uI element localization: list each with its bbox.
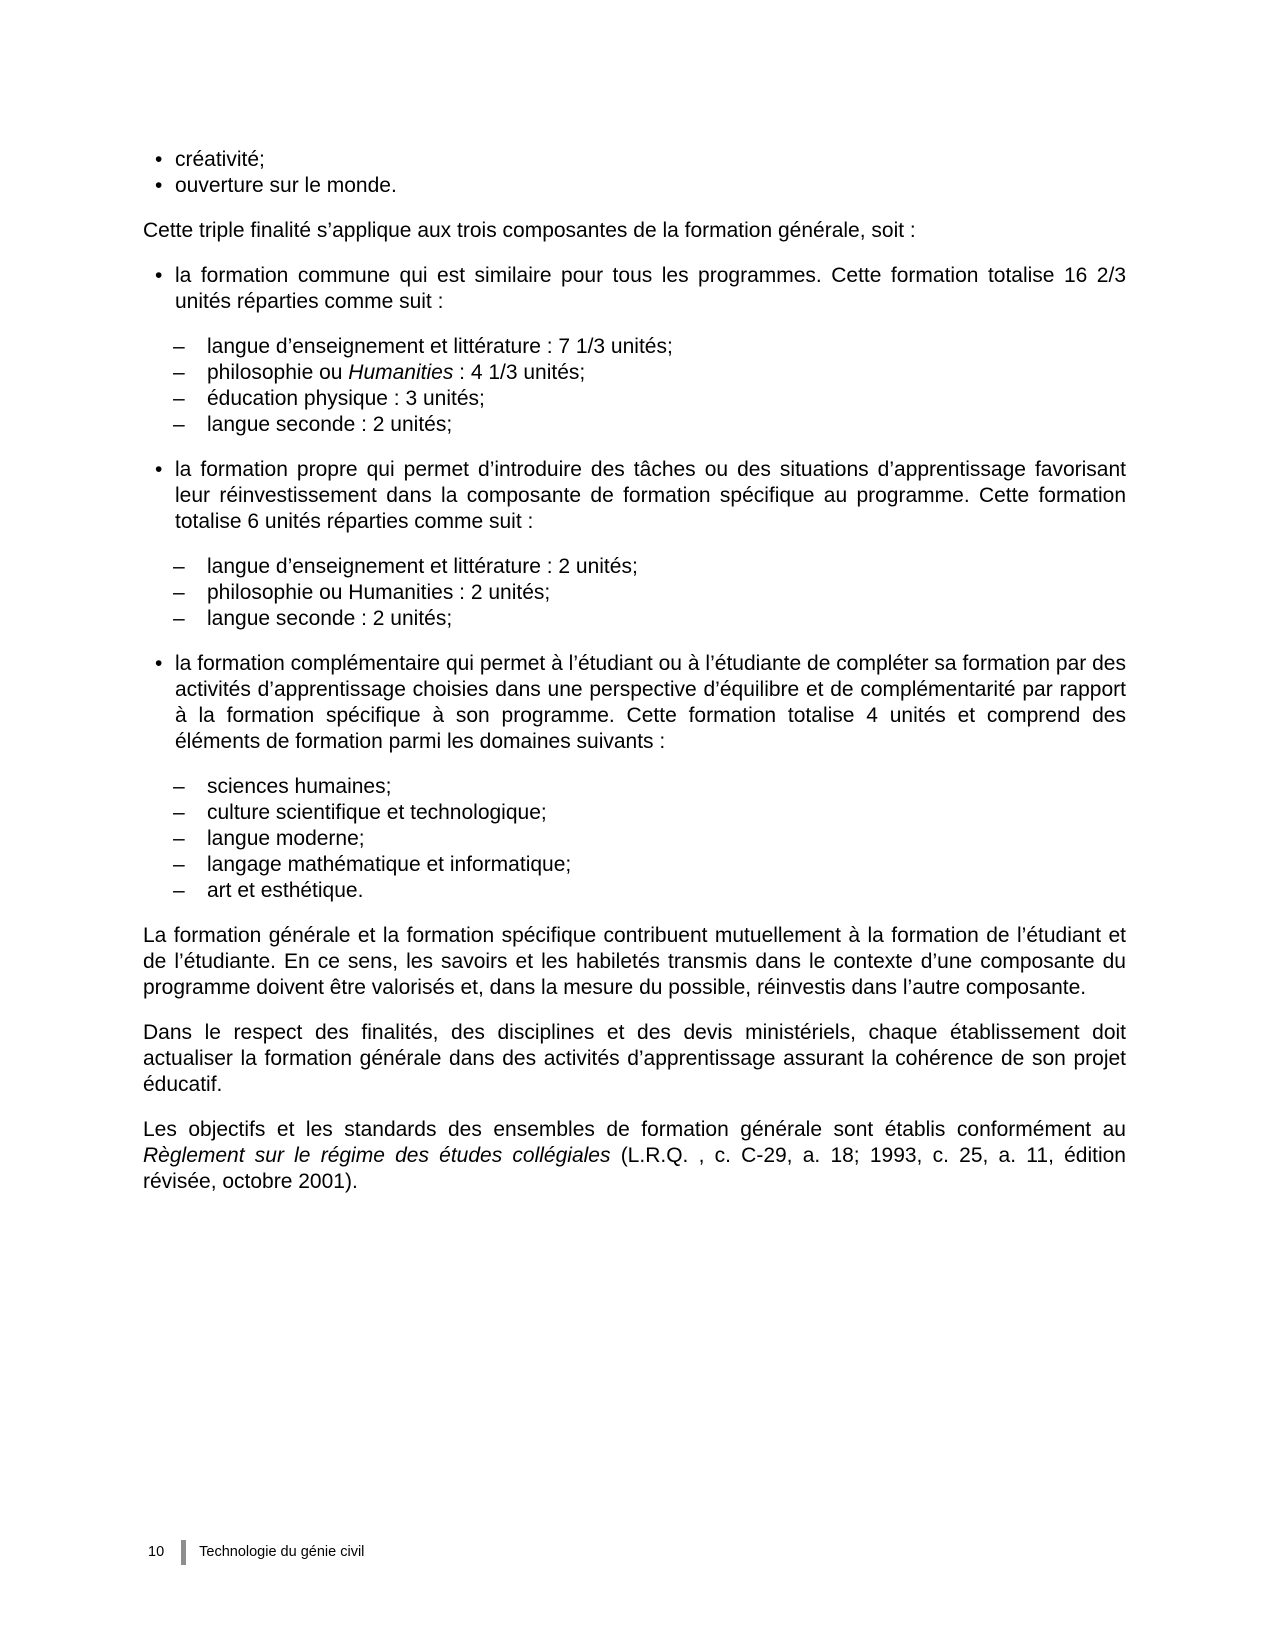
list-item	[143, 554, 1126, 580]
paragraph-formation-generale-specifique: La formation générale et la formation spécifique contribuent mutuellement à la formation de l’étudiant et de l’étudiante. En ce sens, les savoirs et les habiletés transmis dans le contexte d’une composante du programme doivent être valorisés et, dans la mesure du possible, réinvestis dans l’autre composante.	[143, 924, 1126, 999]
component-formation-commune	[143, 263, 1126, 315]
dash-marker: –	[173, 801, 185, 824]
item-text-segment: langue moderne;	[207, 827, 365, 850]
list-item	[143, 147, 1126, 173]
bullet-marker: •	[155, 148, 163, 171]
dash-marker: –	[173, 827, 185, 850]
list-item	[143, 878, 1126, 904]
item-text-segment: éducation physique : 3 unités;	[207, 387, 485, 410]
page-footer	[148, 1540, 364, 1565]
component-lead-text: la formation complémentaire qui permet à l’étudiant ou à l’étudiante de compléter sa formation par des activités d’apprentissage choisies dans une perspective d’équilibre et de complémentarité par rapport à la formation spécifique à son programme. Cette formation totalise 4 unités et comprend des éléments de formation parmi les domaines suivants :	[175, 652, 1126, 753]
dash-marker: –	[173, 775, 185, 798]
item-text-segment: art et esthétique.	[207, 879, 364, 902]
component-formation-complementaire	[143, 651, 1126, 755]
item-text-segment: : 4 1/3 unités;	[453, 361, 586, 384]
item-text-segment: culture scientifique et technologique;	[207, 801, 547, 824]
component-lead-text: la formation propre qui permet d’introduire des tâches ou des situations d’apprentissage favorisant leur réinvestissement dans la composante de formation spécifique au programme. Cette formation totalise 6 unités réparties comme suit :	[175, 458, 1126, 533]
item-text-segment: sciences humaines;	[207, 775, 392, 798]
list-item	[143, 173, 1126, 199]
list-item-text	[207, 607, 452, 630]
list-item-text	[207, 581, 550, 604]
list-item	[143, 800, 1126, 826]
list-item	[143, 826, 1126, 852]
dash-marker: –	[173, 879, 185, 902]
list-item-text	[207, 361, 585, 384]
dash-marker: –	[173, 581, 185, 604]
dash-marker: –	[173, 413, 185, 436]
item-text-segment: langue seconde : 2 unités;	[207, 607, 453, 630]
sublist-formation-complementaire	[143, 774, 1126, 904]
list-item-text: ouverture sur le monde.	[175, 174, 397, 197]
item-text-segment: langue seconde : 2 unités;	[207, 413, 453, 436]
closing-text-italic: Règlement sur le régime des études collégiales	[143, 1144, 611, 1167]
item-text-segment: philosophie ou Humanities : 2 unités;	[207, 581, 551, 604]
list-item	[143, 386, 1126, 412]
paragraph-objectifs-standards	[143, 1117, 1126, 1195]
list-item-text	[207, 827, 365, 850]
bullet-marker: •	[155, 458, 163, 481]
list-item	[143, 580, 1126, 606]
dash-marker: –	[173, 335, 185, 358]
list-item-text	[207, 801, 547, 824]
dash-marker: –	[173, 607, 185, 630]
intro-paragraph: Cette triple finalité s’applique aux trois composantes de la formation générale, soit :	[143, 219, 916, 242]
closing-text-segment: Les objectifs et les standards des ensembles de formation générale sont établis conformément au	[143, 1118, 1126, 1141]
list-item-text: créativité;	[175, 148, 265, 171]
paragraph-respect-finalites: Dans le respect des finalités, des disciplines et des devis ministériels, chaque établissement doit actualiser la formation générale dans des activités d’apprentissage assurant la cohérence de son projet éducatif.	[143, 1021, 1126, 1096]
sublist-formation-commune	[143, 334, 1126, 438]
closing-text-segment: (L.R.Q. , c. C-29, a. 18; 1993, c. 25, a. 11, édition révisée, octobre 2001).	[143, 1144, 1126, 1193]
item-text-segment: philosophie ou	[207, 361, 349, 384]
bullet-marker: •	[155, 174, 163, 197]
list-item-text	[207, 387, 485, 410]
item-text-segment: langue d’enseignement et littérature : 7 1/3 unités;	[207, 335, 673, 358]
dash-marker: –	[173, 387, 185, 410]
item-text-italic: Humanities	[348, 361, 454, 384]
finality-bullet-list	[143, 147, 1126, 199]
bullet-marker: •	[155, 264, 163, 287]
dash-marker: –	[173, 555, 185, 578]
dash-marker: –	[173, 361, 185, 384]
page-number: 10	[148, 1544, 165, 1560]
component-lead-text: la formation commune qui est similaire pour tous les programmes. Cette formation totalise 16 2/3 unités réparties comme suit :	[175, 264, 1126, 313]
list-item-text	[207, 775, 391, 798]
list-item	[143, 334, 1126, 360]
list-item	[143, 606, 1126, 632]
list-item	[143, 412, 1126, 438]
page-content	[143, 147, 1126, 1195]
list-item	[143, 360, 1126, 386]
item-text-segment: langage mathématique et informatique;	[207, 853, 572, 876]
list-item	[143, 774, 1126, 800]
list-item-text	[207, 879, 363, 902]
list-item-text	[207, 853, 571, 876]
list-item	[143, 852, 1126, 878]
footer-document-title: Technologie du génie civil	[199, 1544, 365, 1560]
list-item-text	[207, 413, 452, 436]
list-item-text	[207, 555, 638, 578]
sublist-formation-propre	[143, 554, 1126, 632]
component-formation-propre	[143, 457, 1126, 535]
list-item-text	[207, 335, 673, 358]
item-text-segment: langue d’enseignement et littérature : 2 unités;	[207, 555, 638, 578]
dash-marker: –	[173, 853, 185, 876]
bullet-marker: •	[155, 652, 163, 675]
footer-divider-bar	[181, 1540, 186, 1565]
